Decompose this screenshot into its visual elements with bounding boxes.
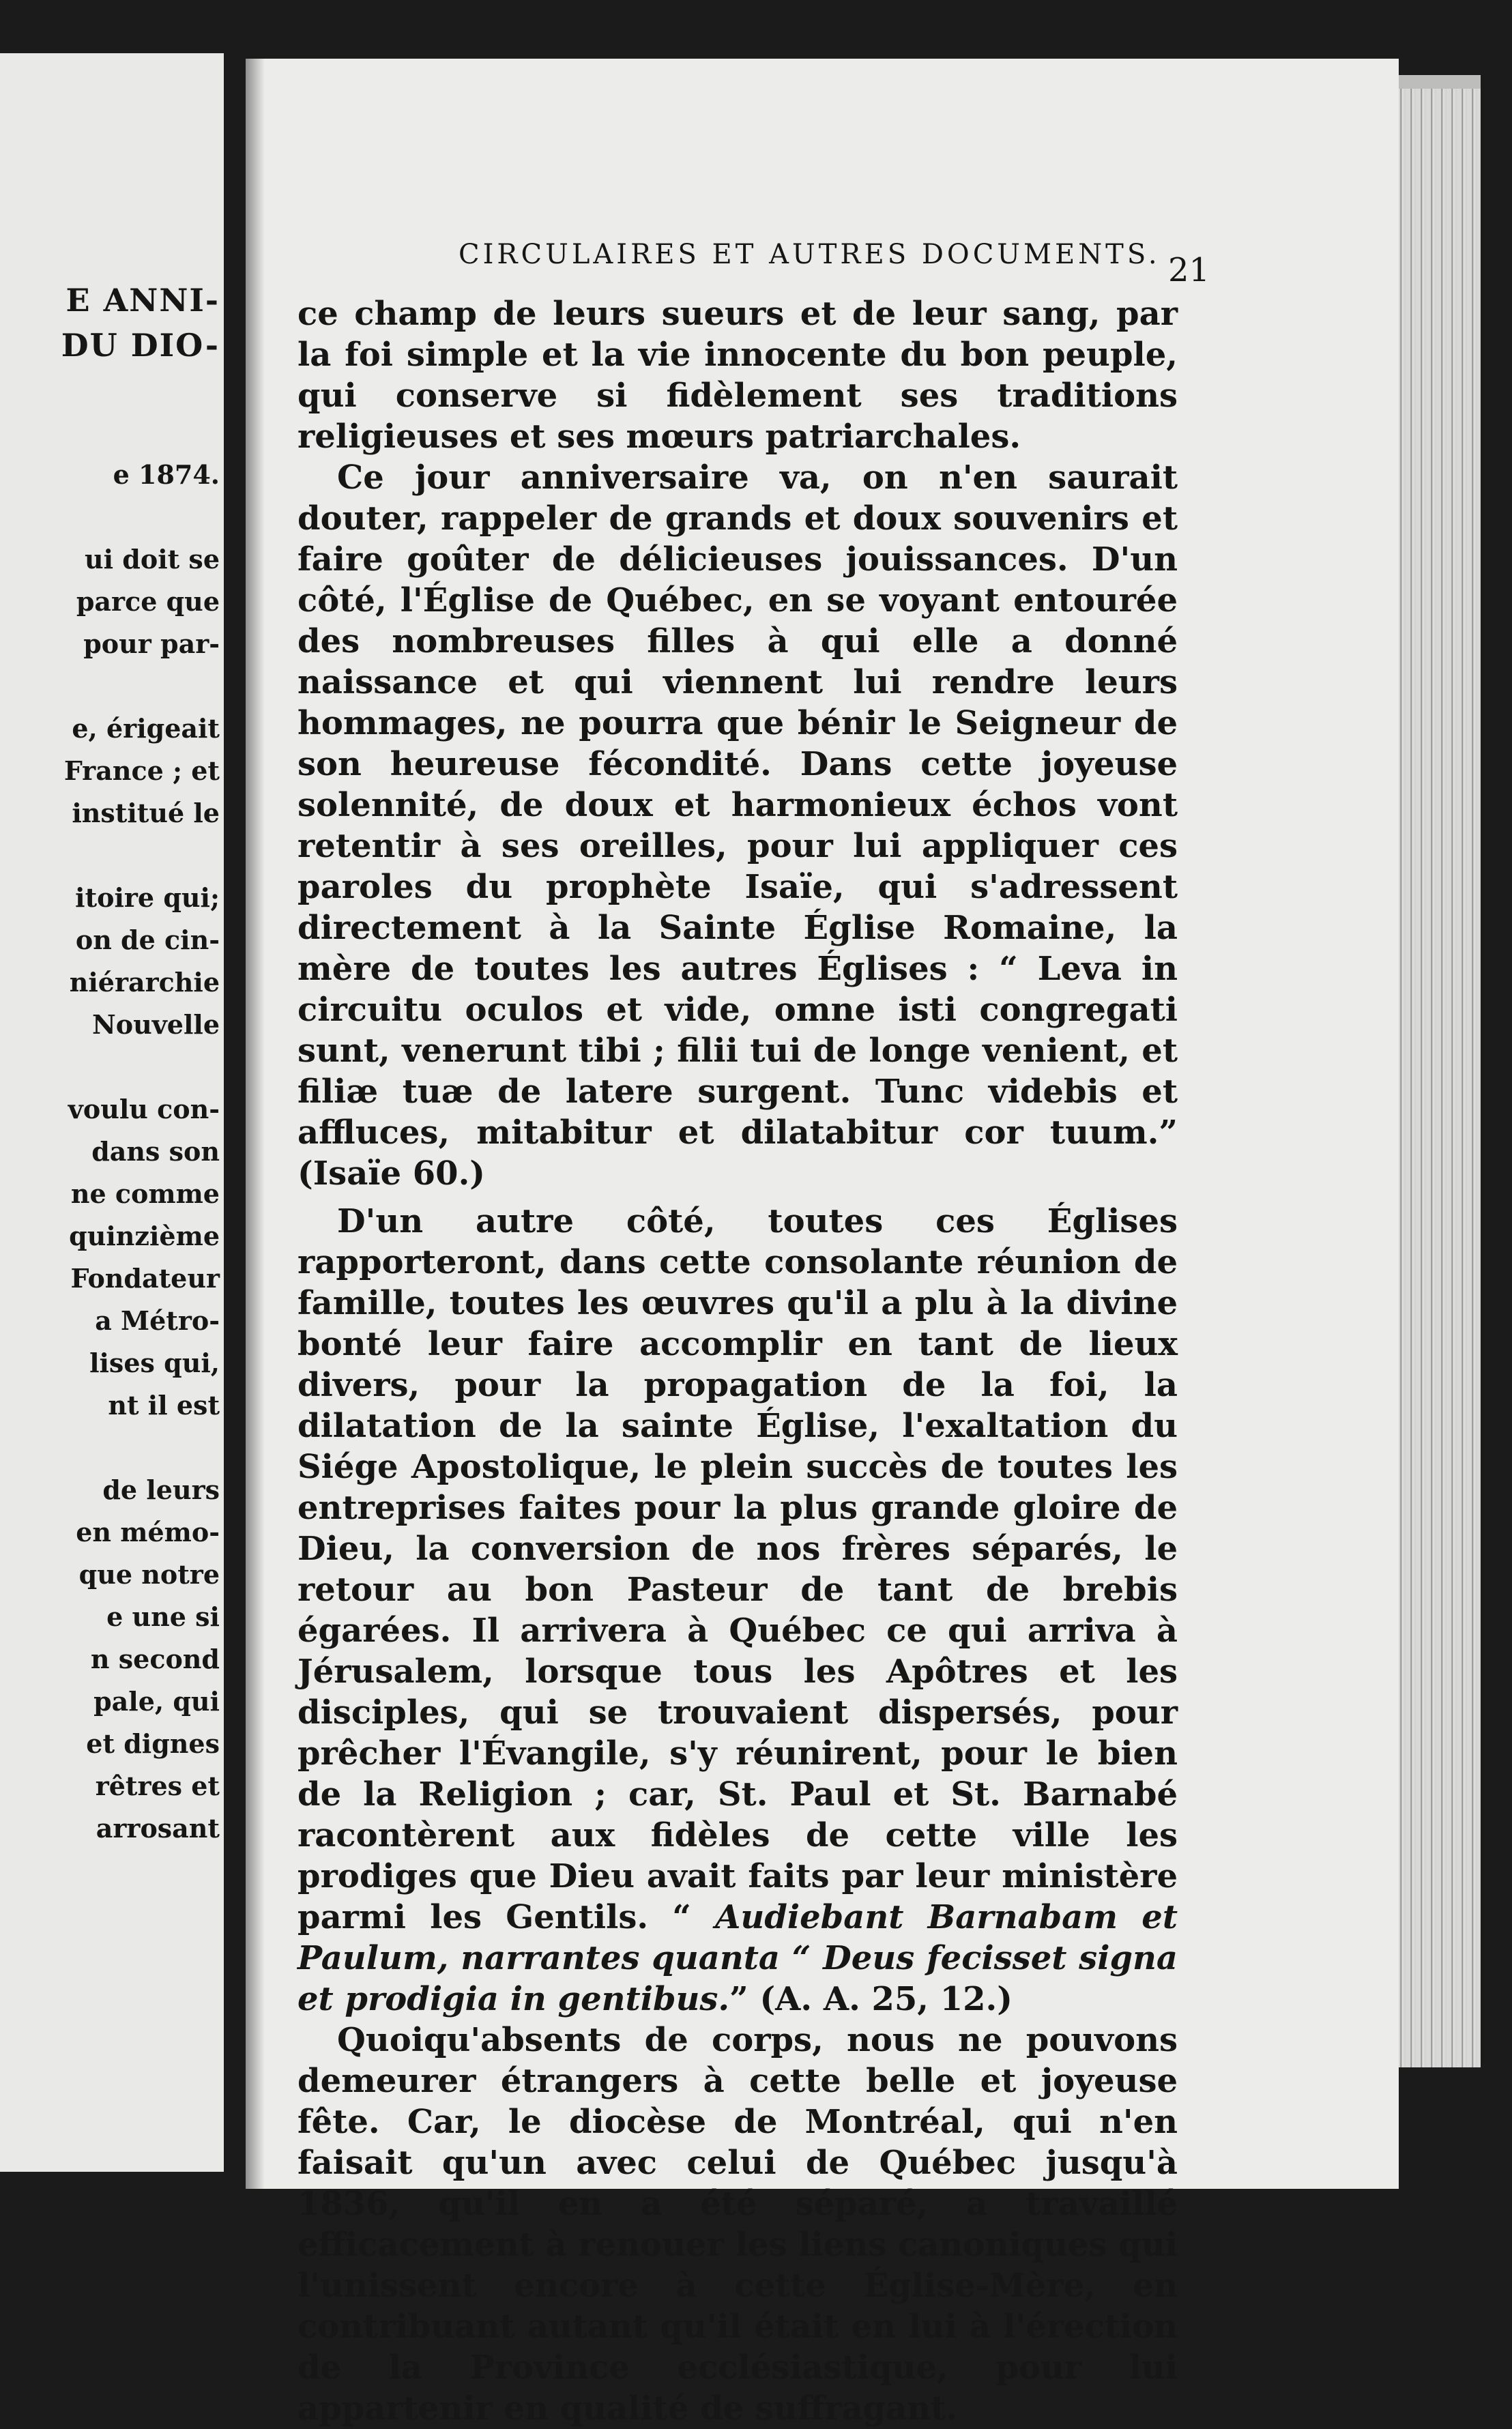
previous-page-line: institué le bbox=[72, 798, 220, 828]
running-head: CIRCULAIRES ET AUTRES DOCUMENTS. bbox=[459, 239, 1161, 270]
previous-page-line: on de cin- bbox=[75, 925, 220, 955]
previous-page-line: parce que bbox=[76, 586, 220, 617]
previous-page-line: E ANNI- bbox=[66, 282, 220, 319]
previous-page-line: e, érigeait bbox=[72, 713, 220, 744]
paragraph-3-text: D'un autre côté, toutes ces Églises rapporteront, dans cette consolante réunion de famille, toutes les œuvres qu'il a plu à la divine bonté leur faire accomplir en tant de lieux divers, pour la propagation de la foi, la dilatation de la sainte Église, l'exaltation du Siége Apostolique, le plein succès de toutes les entreprises faites pour la plus grande gloire de Dieu, la conversion de nos frères séparés, le retour au bon Pasteur de tant de brebis égarées. Il arrivera à Québec ce qui arriva à Jérusalem, lorsque tous les Apôtres et les disciples, qui se trouvaient dispersés, pour prêcher l'Évangile, s'y réunirent, pour le bien de la Religion ; car, St. Paul et St. Barnabé racontèrent aux fidèles de cette ville les prodiges que Dieu avait faits par leur ministère parmi les Gentils. “ bbox=[297, 1202, 1178, 1936]
body-text bbox=[297, 293, 1178, 2429]
paragraph-2: Ce jour anniversaire va, on n'en saurait douter, rappeler de grands et doux souvenirs et faire goûter de délicieuses jouissances. D'un côté, l'Église de Québec, en se voyant entourée des nombreuses filles à qui elle a donné naissance et qui viennent lui rendre leurs hommages, ne pourra que bénir le Seigneur de son heureuse fécondité. Dans cette joyeuse solennité, de doux et harmonieux échos vont retentir à ses oreilles, pour lui appliquer ces paroles du prophète Isaïe, qui s'adressent directement à la Sainte Église Romaine, la mère de toutes les autres Églises : “ Leva in circuitu oculos et vide, omne isti congregati sunt, venerunt tibi ; filii tui de longe venient, et filiæ tuæ de latere surgent. Tunc videbis et affluces, mitabitur et dilatabitur cor tuum.” (Isaïe 60.) bbox=[297, 459, 1178, 1193]
previous-page-line: e une si bbox=[106, 1601, 220, 1632]
paragraph-4: Quoiqu'absents de corps, nous ne pouvons demeurer étrangers à cette belle et joyeuse fête. Car, le diocèse de Montréal, qui n'en faisait qu'un avec celui de Québec jusqu'à 1836, qu'il en a été séparé, a travaillé efficacement à renouer les liens canoniques qui l'unissent encore à cette Église-Mère, en contribuant autant qu'il était en lui à l'érection de la Province ecclésiastique, pour lui appartenir en qualité de suffragant. bbox=[297, 2021, 1178, 2428]
page-edges bbox=[1385, 89, 1481, 2067]
previous-page-line: pour par- bbox=[83, 628, 220, 659]
previous-page-line: niérarchie bbox=[69, 967, 220, 998]
previous-page-line: Nouvelle bbox=[91, 1009, 220, 1040]
previous-page-line: France ; et bbox=[63, 755, 220, 786]
latin-quotation: Audiebant Barnabam et Paulum, narrantes quanta “ Deus fecisset signa et prodigia in gentibus. bbox=[297, 1898, 1178, 2018]
previous-page-line: lises qui, bbox=[89, 1348, 220, 1378]
previous-page-line: quinzième bbox=[69, 1221, 220, 1251]
previous-page-line: itoire qui; bbox=[75, 882, 220, 913]
previous-page-line: nt il est bbox=[108, 1390, 220, 1421]
previous-page-line: que notre bbox=[78, 1559, 220, 1590]
previous-page-fragment bbox=[0, 53, 224, 2172]
paragraph-3 bbox=[297, 1201, 1178, 2020]
previous-page-line: ui doit se bbox=[85, 544, 220, 574]
paragraph-1: ce champ de leurs sueurs et de leur sang, par la foi simple et la vie innocente du bon peuple, qui conserve si fidèlement ses traditions religieuses et ses mœurs patriarchales. bbox=[297, 295, 1178, 456]
paragraph-3-citation: ” (A. A. 25, 12.) bbox=[729, 1980, 1013, 2018]
previous-page-line: pale, qui bbox=[93, 1686, 220, 1717]
previous-page-line: et dignes bbox=[86, 1728, 220, 1759]
previous-page-line: dans son bbox=[91, 1136, 220, 1167]
previous-page-line: e 1874. bbox=[113, 459, 220, 490]
previous-page-line: de leurs bbox=[102, 1474, 220, 1505]
previous-page-line: ne comme bbox=[70, 1178, 220, 1209]
page-number: 21 bbox=[1168, 251, 1210, 289]
previous-page-line: rêtres et bbox=[95, 1771, 220, 1801]
previous-page-line: DU DIO- bbox=[61, 327, 220, 364]
previous-page-line: voulu con- bbox=[68, 1094, 220, 1124]
gutter-shadow bbox=[246, 59, 265, 2189]
previous-page-line: a Métro- bbox=[95, 1305, 220, 1336]
previous-page-line: arrosant bbox=[96, 1813, 220, 1844]
previous-page-line: n second bbox=[90, 1644, 220, 1674]
previous-page-line: Fondateur bbox=[70, 1263, 220, 1294]
previous-page-line: en mémo- bbox=[76, 1517, 220, 1547]
